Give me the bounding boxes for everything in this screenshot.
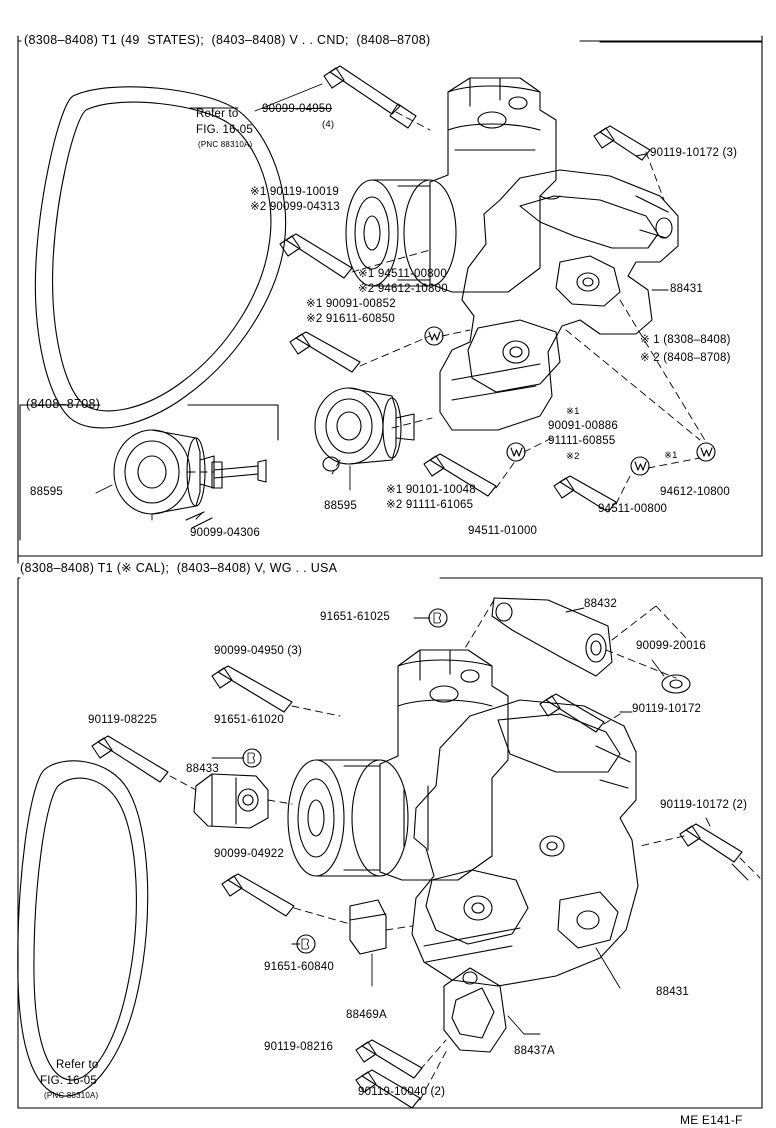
bolt-90119-08225 xyxy=(92,736,168,782)
bolt-90119-10172-3-label: 90119-10172 (3) xyxy=(650,147,738,159)
refer-to-label-2: Refer to xyxy=(56,1059,99,1071)
bolt-90119-08225-label: 90119-08225 xyxy=(88,714,158,726)
compressor-housing xyxy=(430,78,556,292)
bolt-90099-04306-shank xyxy=(214,466,258,478)
refer-fig-label-2: FIG. 16-05 xyxy=(40,1075,97,1087)
bolt-90099-04922 xyxy=(222,874,294,916)
bolt-90091-00852-label: ※1 90091-00852 xyxy=(306,298,396,310)
subpanel-frame xyxy=(20,405,278,540)
bolt-94511-00800-label-top: ※1 94511-00800 xyxy=(358,268,447,280)
subpanel-header: (8408–8708) xyxy=(26,397,101,411)
bolt-90099-04306-label: 90099-04306 xyxy=(190,527,260,539)
refer-pnc-label-1: (PNC 88310A) xyxy=(198,140,253,149)
bolt-90099-04950 xyxy=(324,66,416,128)
bolt-90091-00852 xyxy=(290,332,360,372)
bolt-94612-10800-label-top: ※2 94612-10800 xyxy=(358,283,448,295)
bolt-90119-08216-label: 90119-08216 xyxy=(264,1041,334,1053)
bolt-90119-10019 xyxy=(280,234,352,278)
bracket-88431 xyxy=(440,170,678,430)
bolt-90099-04950-3-bottom xyxy=(212,666,292,712)
star1-marker-a: ※1 xyxy=(566,406,580,417)
bracket-88431-label: 88431 xyxy=(670,283,703,295)
drive-belt-inner-bottom xyxy=(34,778,136,1080)
compressor-pulley-face-bottom xyxy=(288,760,344,876)
drive-belt-outer-bottom xyxy=(18,761,148,1096)
bracket-88432-label: 88432 xyxy=(584,598,617,610)
bracket-88433 xyxy=(194,774,268,828)
compressor-housing-bottom xyxy=(380,650,508,880)
bottom-section-header: (8308–8408) T1 (※ CAL); (8403–8408) V, WG . . USA xyxy=(20,561,338,575)
note-1-range-label: ※ 1 (8308–8408) xyxy=(640,334,731,346)
bolt-90099-04950-qty: (4) xyxy=(322,119,335,130)
bracket-88431-bottom xyxy=(412,700,638,986)
bolt-90119-10172-label-bottom: 90119-10172 xyxy=(632,703,702,715)
clip-91651-61020-label: 91651-61020 xyxy=(214,714,284,726)
footer-code: ME E141-F xyxy=(680,1113,743,1127)
bolt-90119-10172-2-label: 90119-10172 (2) xyxy=(660,799,748,811)
bolt-90119-10040-2-label: 90119-10040 (2) xyxy=(358,1086,446,1098)
bolt-91111-61065-label: ※2 91111-61065 xyxy=(386,499,474,511)
idler-88595-mid-label: 88595 xyxy=(324,500,357,512)
clip-91651-60840-label: 91651-60840 xyxy=(264,961,334,973)
refer-to-label-1: Refer to xyxy=(196,108,239,120)
part-88469A xyxy=(350,900,386,954)
nut-90099-20016-label: 90099-20016 xyxy=(636,640,706,652)
idler-88595-left-label: 88595 xyxy=(30,486,63,498)
bolt-91611-60850-label: ※2 91611-60850 xyxy=(306,313,395,325)
bolt-90099-04950-label: 90099-04950 xyxy=(262,103,332,115)
part-88469A-label: 88469A xyxy=(346,1009,387,1021)
bolt-90119-10019-label: ※1 90119-10019 xyxy=(250,186,339,198)
bolt-90091-00886-label: 90091-00886 xyxy=(548,420,618,432)
bolt-90099-04950-3-label: 90099-04950 (3) xyxy=(214,645,303,657)
bracket-88431-label-bottom: 88431 xyxy=(656,986,689,998)
bolt-90119-10172-2-bottom xyxy=(680,824,742,862)
bolt-90119-08216 xyxy=(356,1040,422,1078)
bolt-94511-01000-label: 94511-01000 xyxy=(468,525,538,537)
clip-symbols xyxy=(243,609,447,953)
bottom-section-frame xyxy=(18,578,762,1108)
bolt-94511-00800-label-b: 94511-00800 xyxy=(598,503,668,515)
refer-fig-label-1: FIG. 16-05 xyxy=(196,124,253,136)
clip-91651-61025-label: 91651-61025 xyxy=(320,611,390,623)
star2-marker-a: ※2 xyxy=(566,451,580,462)
bolt-90101-10048-label: ※1 90101-10048 xyxy=(386,484,476,496)
part-88437A-label: 88437A xyxy=(514,1045,555,1057)
star1-marker-b: ※1 xyxy=(664,450,678,461)
bolt-90099-04313-label: ※2 90099-04313 xyxy=(250,201,340,213)
note-2-range-label: ※ 2 (8408–8708) xyxy=(640,352,731,364)
bolt-94612-10800-label-b: 94612-10800 xyxy=(660,486,730,498)
bolt-90099-04922-label: 90099-04922 xyxy=(214,848,284,860)
bolt-90119-10172-bottom xyxy=(540,694,604,732)
bolt-91111-60855-label: 91111-60855 xyxy=(548,435,616,447)
top-section-header: (8308–8408) T1 (49 STATES); (8403–8408) V . . CND; (8408–8708) xyxy=(24,33,431,47)
bracket-88433-label: 88433 xyxy=(186,763,219,775)
refer-pnc-label-2: (PNC 88310A) xyxy=(44,1091,99,1100)
